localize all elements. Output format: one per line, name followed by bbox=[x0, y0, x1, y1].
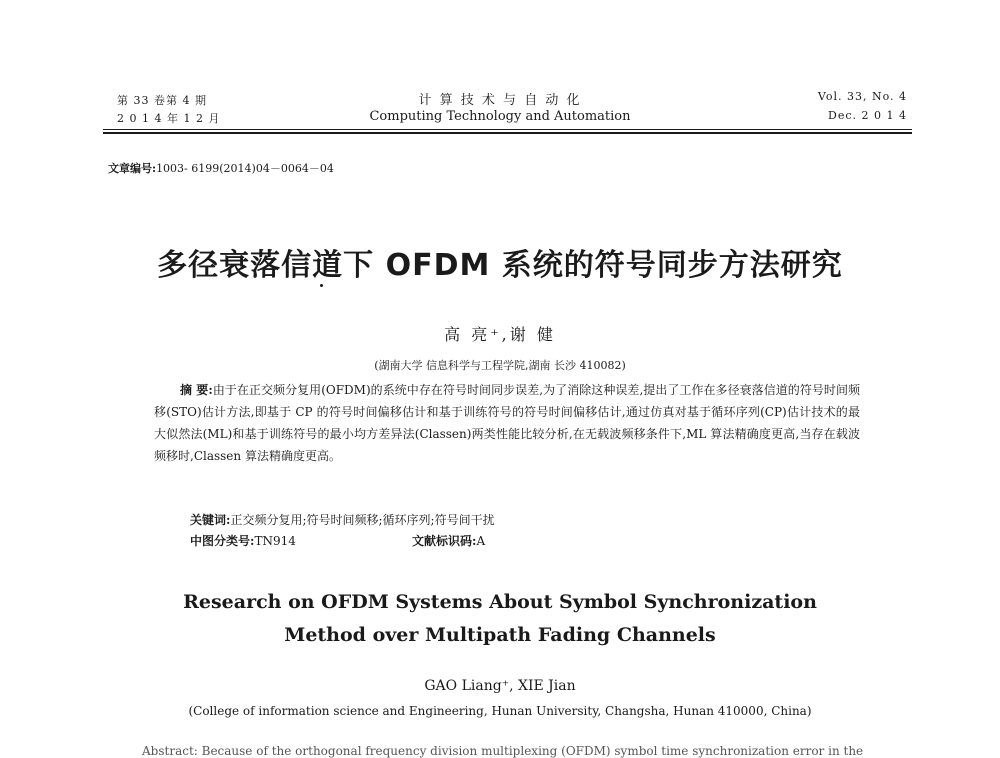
authors-cn: 高 亮⁺,谢 健 bbox=[444, 325, 556, 344]
authors-en: GAO Liang⁺, XIE Jian bbox=[424, 678, 576, 694]
paper-title-cn: 多径衰落信道下 OFDM 系统的符号同步方法研究 bbox=[157, 248, 843, 283]
article-number-value: 1003- 6199(2014)04－0064－04 bbox=[156, 162, 334, 175]
journal-title-cn: 计 算 技 术 与 自 动 化 bbox=[418, 93, 582, 108]
document-code-label: 文献标识码: bbox=[412, 534, 477, 548]
clc-number bbox=[190, 532, 296, 549]
volume-issue-en: Vol. 33, No. 4 bbox=[817, 90, 907, 103]
article-number-label: 文章编号: bbox=[108, 162, 157, 175]
paper-title-en-line1: Research on OFDM Systems About Symbol Synchronization bbox=[183, 591, 817, 613]
keywords-label: 关键词: bbox=[190, 513, 231, 527]
abstract-cn-text: 由于在正交频分复用(OFDM)的系统中存在符号时间同步误差,为了消除这种误差,提出了工作在多径衰落信道的符号时间频移(STO)估计方法,即基于 CP 的符号时间偏移估计和基于训练符号的符号时间偏移估计,通过仿真对基于循环序列(CP)估计技术的最大似然法(ML)和基于训练符号的最小均方差异法(Classen)两类性能比较分析,在无载波频移条件下,ML 算法精确度更高,当存在载波频移时,Classen 算法精确度更高。 bbox=[154, 383, 860, 463]
document-code-value: A bbox=[476, 534, 486, 548]
abstract-cn-label: 摘 要: bbox=[180, 383, 213, 397]
date-cn: 2 0 1 4 年 1 2 月 bbox=[117, 112, 221, 125]
clc-value: TN914 bbox=[254, 534, 296, 548]
date-en: Dec. 2 0 1 4 bbox=[828, 109, 907, 122]
keywords bbox=[190, 511, 495, 528]
paper-title-en-line2: Method over Multipath Fading Channels bbox=[284, 624, 716, 646]
abstract-cn bbox=[154, 379, 860, 467]
decorative-dot bbox=[320, 284, 323, 287]
affiliation-cn: (湖南大学 信息科学与工程学院,湖南 长沙 410082) bbox=[374, 359, 626, 372]
volume-issue-cn: 第 33 卷第 4 期 bbox=[117, 94, 207, 107]
header-rule-thin bbox=[103, 129, 912, 130]
document-code bbox=[412, 532, 485, 549]
keywords-text: 正交频分复用;符号时间频移;循环序列;符号间干扰 bbox=[230, 513, 495, 527]
clc-label: 中图分类号: bbox=[190, 534, 255, 548]
affiliation-en: (College of information science and Engineering, Hunan University, Changsha, Hunan 410000, China) bbox=[188, 704, 812, 718]
header-rule-thick bbox=[103, 132, 912, 134]
abstract-en-partial: Abstract: Because of the orthogonal frequency division multiplexing (OFDM) symbol time synchronization error in the bbox=[142, 744, 864, 758]
journal-title-en: Computing Technology and Automation bbox=[369, 109, 631, 124]
article-number bbox=[108, 160, 334, 176]
